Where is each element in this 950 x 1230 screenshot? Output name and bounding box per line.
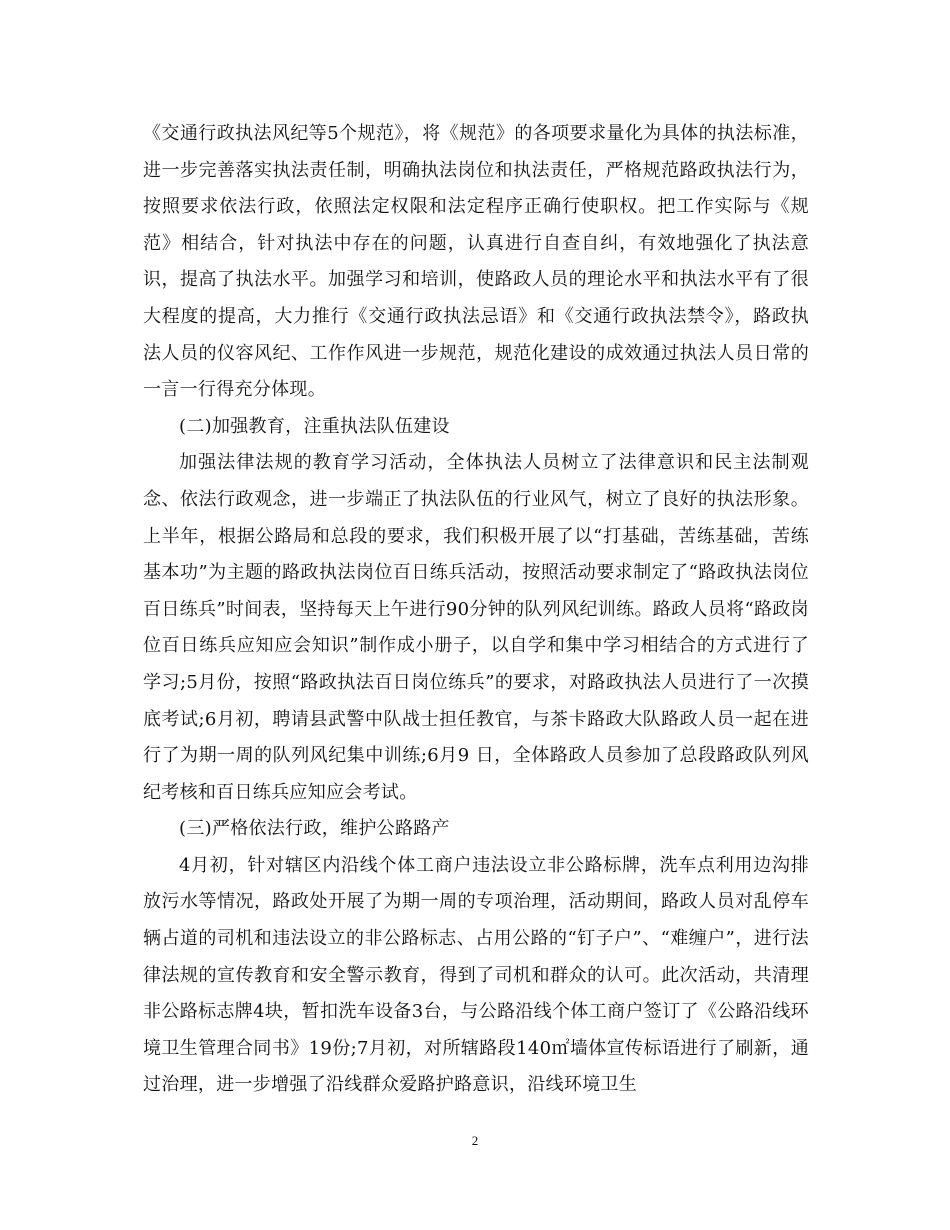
paragraph-enforcement: 4月初，针对辖区内沿线个体工商户违法设立非公路标牌，洗车点利用边沟排放污水等情况，路政处开展了为期一周的专项治理，活动期间，路政人员对乱停车辆占道的司机和违法设立的非公路标志、占用公路的“钉子户”、“难缠户”，进行法律法规的宣传教育和安全警示教育，得到了司机和群众的认可。此次活动，共清理非公路标志牌4块，暂扣洗车设备3台，与公路沿线个体工商户签订了《公路沿线环境卫生管理合同书》19份;7月初，对所辖路段140㎡墙体宣传标语进行了刷新，通过治理，进一步增强了沿线群众爱路护路意识，沿线环境卫生 <box>143 854 809 1096</box>
paragraph-continuation: 《交通行政执法风纪等5个规范》，将《规范》的各项要求量化为具体的执法标准，进一步完善落实执法责任制，明确执法岗位和执法责任，严格规范路政执法行为，按照要求依法行政，依照法定权限和法定程序正确行使职权。把工作实际与《规范》相结合，针对执法中存在的问题，认真进行自查自纠，有效地强化了执法意识，提高了执法水平。加强学习和培训，使路政人员的理论水平和执法水平有了很大程度的提高，大力推行《交通行政执法忌语》和《交通行政执法禁令》，路政执法人员的仪容风纪、工作作风进一步规范，规范化建设的成效通过执法人员日常的一言一行得充分体现。 <box>143 123 809 401</box>
section-heading-3: (三)严格依法行政，维护公路路产 <box>179 818 450 840</box>
page-number: 2 <box>471 1133 479 1148</box>
document-body <box>143 116 809 1104</box>
paragraph-education: 加强法律法规的教育学习活动，全体执法人员树立了法律意识和民主法制观念、依法行政观念，进一步端正了执法队伍的行业风气，树立了良好的执法形象。上半年，根据公路局和总段的要求，我们积极开展了以“打基础，苦练基础，苦练基本功”为主题的路政执法岗位百日练兵活动，按照活动要求制定了“路政执法岗位百日练兵”时间表，坚持每天上午进行90分钟的队列风纪训练。路政人员将“路政岗位百日练兵应知应会知识”制作成小册子，以自学和集中学习相结合的方式进行了学习;5月份，按照“路政执法百日岗位练兵”的要求，对路政执法人员进行了一次摸底考试;6月初，聘请县武警中队战士担任教官，与茶卡路政大队路政人员一起在进行了为期一周的队列风纪集中训练;6月9 日，全体路政人员参加了总段路政队列风纪考核和百日练兵应知应会考试。 <box>143 452 809 803</box>
section-heading-2: (二)加强教育，注重执法队伍建设 <box>179 415 450 437</box>
